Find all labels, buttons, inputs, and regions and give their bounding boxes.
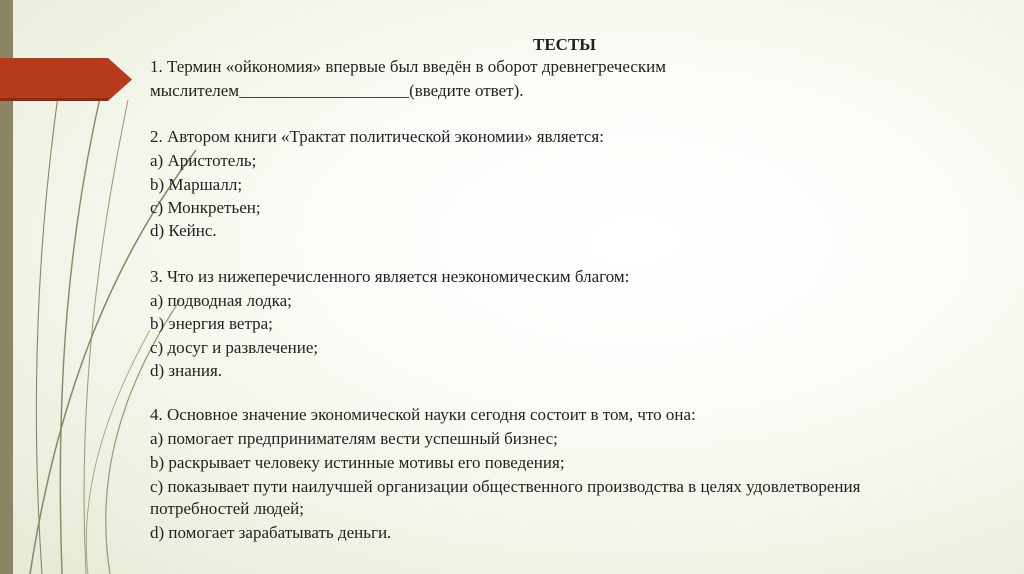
question-3-text: 3. Что из нижеперечисленного является неэкономическим благом: (150, 267, 630, 286)
question-2-text: 2. Автором книги «Трактат политической экономии» является: (150, 127, 604, 146)
question-3-option-b: b) энергия ветра; (150, 314, 273, 333)
question-1-line-2: мыслителем____________________(введите ответ). (150, 81, 524, 100)
question-4-option-b: b) раскрывает человеку истинные мотивы его поведения; (150, 453, 565, 472)
question-2-option-d: d) Кейнс. (150, 221, 217, 240)
question-4-option-d: d) помогает зарабатывать деньги. (150, 523, 392, 542)
question-3-option-d: d) знания. (150, 361, 223, 380)
question-4-option-c-continued: потребностей людей; (150, 499, 304, 518)
question-4-text: 4. Основное значение экономической науки сегодня состоит в том, что она: (150, 405, 696, 424)
question-3-option-c: c) досуг и развлечение; (150, 338, 319, 357)
question-1-line-1: 1. Термин «ойкономия» впервые был введён в оборот древнегреческим (150, 57, 666, 76)
question-4-option-c: c) показывает пути наилучшей организации общественного производства в целях удовлетворения (150, 477, 861, 496)
question-2-option-b: b) Маршалл; (150, 175, 243, 194)
question-2-option-c: c) Монкретьен; (150, 198, 261, 217)
slide-title: ТЕСТЫ (533, 35, 596, 54)
question-2-option-a: a) Аристотель; (150, 151, 257, 170)
question-4-option-a: a) помогает предпринимателям вести успешный бизнес; (150, 429, 558, 448)
slide-content (150, 0, 990, 574)
question-3-option-a: a) подводная лодка; (150, 291, 292, 310)
red-ribbon-decoration (0, 58, 132, 101)
